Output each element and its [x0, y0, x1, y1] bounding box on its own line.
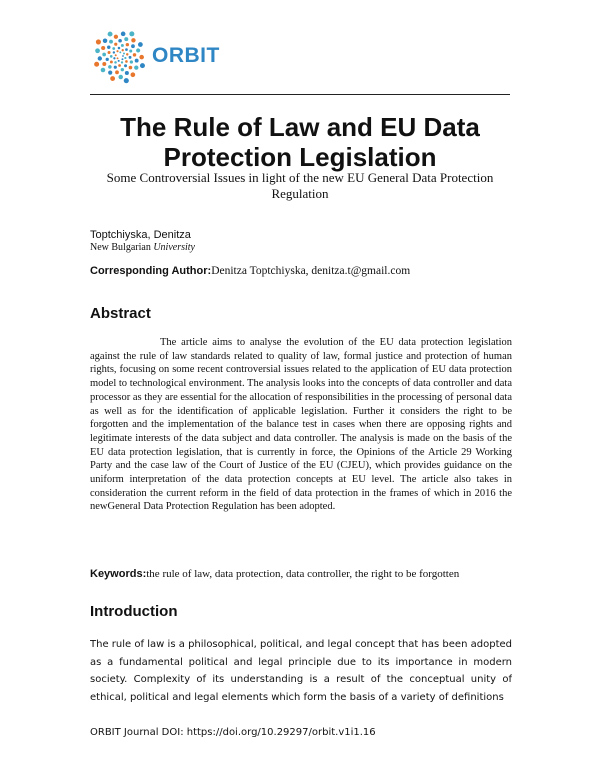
logo-dot	[124, 64, 127, 67]
logo-dot	[118, 60, 120, 62]
logo-dot	[134, 65, 138, 69]
logo-dot	[98, 56, 102, 60]
logo-dot	[118, 39, 122, 43]
logo-dot	[103, 39, 108, 44]
logo-dot	[125, 71, 129, 75]
logo-dot	[115, 54, 117, 56]
logo-dot	[121, 44, 124, 47]
logo-dot	[106, 58, 109, 61]
logo-dot	[121, 32, 126, 37]
orbit-logo	[92, 28, 220, 84]
logo-dot	[123, 52, 125, 54]
corresponding-label: Corresponding Author:	[90, 265, 212, 277]
logo-dot	[107, 46, 110, 49]
abstract-heading: Abstract	[90, 305, 151, 322]
logo-dot	[140, 63, 145, 68]
logo-dot	[125, 48, 128, 51]
logo-dot	[113, 57, 115, 59]
logo-dot	[101, 46, 105, 50]
logo-dot	[109, 40, 113, 44]
logo-dot	[122, 49, 124, 51]
logo-dot	[122, 55, 124, 57]
logo-dot	[114, 66, 117, 69]
logo-dot	[121, 58, 123, 60]
paper-title: The Rule of Law and EU Data Protection Legislation	[120, 112, 480, 172]
corresponding-author	[90, 265, 410, 277]
author-affiliation	[90, 242, 195, 253]
affiliation-italic: University	[153, 242, 195, 253]
author-name: Toptchiyska, Denitza	[90, 229, 191, 241]
logo-dot	[124, 57, 126, 59]
logo-dot	[110, 55, 113, 58]
logo-dot	[114, 43, 117, 46]
logo-dot	[102, 62, 106, 66]
logo-dot	[119, 51, 121, 53]
logo-dot	[130, 60, 133, 63]
logo-dot	[94, 62, 99, 67]
keywords-value: the rule of law, data protection, data controller, the right to be forgotten	[146, 568, 460, 580]
logo-dot	[117, 57, 119, 59]
logo-dot	[131, 38, 135, 42]
affiliation-text: New Bulgarian	[90, 242, 154, 253]
logo-dot	[96, 39, 101, 44]
introduction-body: The rule of law is a philosophical, political, and legal concept that has been adopted as a fundamental political and legal principle due to its importance in modern society. Complexity of its understanding is a result of the conceptual unity of ethical, political and legal elements which form the basis of a variety of definitions	[90, 639, 512, 703]
logo-dot	[102, 53, 106, 57]
logo-dot	[139, 55, 144, 60]
logo-dot	[133, 53, 137, 57]
logo-dot	[129, 56, 132, 59]
corresponding-value: Denitza Toptchiyska, denitza.t@gmail.com	[211, 265, 411, 277]
abstract-body: The article aims to analyse the evolution of the EU data protection legislation against the rule of law standards related to quality of law, formal justice and protection of human rights, focusing on some recent controversial issues related to the application of EU data protection model to technological environment. The analysis looks into the concepts of data controller and data processor as they are essential for the allocation of responsibilities in the processing of personal data as well as for the identification of applicable legislation. Further it considers the right to be forgotten and the implementation of the balance test in cases when there are opposing rights and legitimate interests of the data subject and data controller. The analysis is made on the basis of the EU data protection legislation, that is currently in force, the Opinions of the Article 29 Working Party and the case law of the Court of Justice of the EU (CJEU), which provides guidance on the uniform interpretation of the data protection concepts at EU level. The article also takes in consideration the current reform in the field of data protection in the frames of which in 2016 the newGeneral Data Protection Regulation has been adopted.	[90, 337, 512, 513]
logo-dot	[126, 53, 128, 55]
logo-dot	[135, 59, 139, 63]
logo-dot	[118, 47, 121, 50]
logo-dot	[113, 51, 115, 53]
paper-subtitle: Some Controversial Issues in light of the new EU General Data Protection Regulation	[106, 170, 494, 201]
logo-dot	[138, 42, 143, 47]
logo-dot	[114, 35, 118, 39]
logo-dot	[108, 32, 113, 37]
logo-dot	[115, 70, 119, 74]
logo-dot	[129, 66, 133, 70]
logo-dot	[131, 72, 136, 77]
orbit-dots-logo-icon	[92, 28, 148, 84]
keywords	[90, 568, 459, 580]
logo-dot	[110, 61, 113, 64]
logo-dot	[129, 49, 132, 52]
keywords-label: Keywords:	[90, 568, 147, 580]
logo-dot	[131, 44, 135, 48]
logo-dot	[108, 71, 112, 75]
logo-dot	[136, 48, 140, 52]
logo-dot	[121, 68, 124, 71]
logo-dot	[114, 61, 117, 64]
logo-dot	[129, 31, 134, 36]
logo-dot	[112, 47, 115, 50]
logo-dot	[95, 48, 100, 53]
header-rule	[90, 94, 510, 95]
logo-dot	[108, 65, 112, 69]
logo-text: ORBIT	[152, 44, 220, 67]
introduction-heading: Introduction	[90, 603, 178, 620]
footer-doi: ORBIT Journal DOI: https://doi.org/10.29297/orbit.v1i1.16	[90, 727, 376, 738]
logo-dot	[116, 50, 118, 52]
logo-dot	[124, 37, 128, 41]
logo-dot	[101, 68, 106, 73]
logo-dot	[125, 60, 128, 63]
logo-dot	[126, 43, 129, 46]
logo-dot	[119, 75, 123, 79]
logo-dot	[118, 64, 121, 67]
logo-dot	[110, 76, 115, 81]
logo-dot	[108, 51, 111, 54]
logo-dot	[124, 78, 129, 83]
logo-dot	[121, 61, 123, 63]
